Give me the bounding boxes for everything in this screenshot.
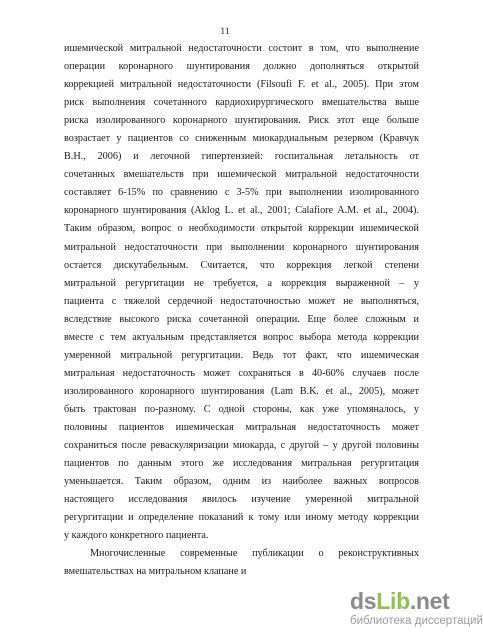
text-line: у каждого конкретного пациента. (64, 530, 209, 542)
text-line: риска изолированного коронарного шунтирования. Риск этот еще больше (64, 115, 419, 127)
text-line: митральной недостаточности при выполнении коронарного шунтирования (64, 241, 419, 253)
text-line: умеренной митральной регургитации. Ведь тот факт, что ишемическая (64, 349, 419, 361)
text-line: остается дискутабельным. Считается, что коррекция легкой степени (64, 259, 419, 271)
text-line: В.Н., 2006) и легочной гипертензией: госпитальная летальность от (64, 151, 419, 163)
text-line: сочетанных вмешательств при ишемической митральной недостаточности (64, 169, 419, 181)
text-line: митральная недостаточность может сохраняться в 40-60% случаев после (64, 367, 419, 379)
text-line: изолированного коронарного шунтирования (Lam B.K. et al., 2005), может (64, 385, 419, 397)
text-line: Многочисленные современные публикации о реконструктивных (90, 548, 419, 560)
text-line: возрастает у пациентов со сниженным миокардиальным резервом (Кравчук (64, 133, 419, 145)
watermark (258, 574, 483, 636)
logo-net: .net (409, 588, 450, 614)
text-line: половины пациентов ишемическая митральная недостаточность может (64, 421, 419, 433)
dslib-logo (350, 588, 450, 615)
text-line: митральной регургитации не требуется, а коррекция выраженной – у (64, 277, 419, 289)
text-line: коррекцией митральной недостаточности (Filsoufi F. et al., 2005). При этом (64, 79, 419, 91)
text-line: Таким образом, вопрос о необходимости открытой коррекции ишемической (64, 223, 419, 235)
body-text (64, 40, 419, 581)
logo-lib: Lib (376, 588, 410, 614)
text-line: настоящего исследования явилось изучение умеренной митральной (64, 494, 419, 506)
text-line: быть трактован по-разному. С одной стороны, как уже упомяналось, у (64, 403, 419, 415)
watermark-caption: библиотека диссертаций (350, 615, 483, 627)
text-line: операции коронарного шунтирования должно дополняться открытой (64, 61, 419, 73)
text-line: пациентов по данным этого же исследования митральная регургитация (64, 458, 419, 470)
text-line: уменьшается. Таким образом, одним из наиболее важных вопросов (64, 476, 419, 488)
text-line: коронарного шунтирования (Aklog L. et al., 2001; Calafiore A.M. et al., 2004). (64, 205, 419, 217)
text-line: сохраниться после реваскуляризации миокарда, с другой – у другой половины (64, 440, 419, 452)
text-line: риск выполнения сочетанного кардиохирургического вмешательства выше (64, 97, 419, 109)
text-line: регургитации и определение показаний к тому или иному методу коррекции (64, 512, 419, 524)
text-line: ишемической митральной недостаточности состоит в том, что выполнение (64, 43, 419, 54)
page-number: 11 (220, 27, 230, 37)
text-line: пациента с тяжелой сердечной недостаточностью может не выполняться, (64, 295, 419, 307)
text-line: вместе с тем актуальным представляется вопрос выбора метода коррекции (64, 331, 419, 343)
text-line: вследствие высокого риска сочетанной операции. Еще более сложным и (64, 313, 419, 325)
text-line: вмешательствах на митральном клапане и (64, 566, 247, 578)
text-line: составляет 6-15% по сравнению с 3-5% при выполнении изолированного (64, 187, 419, 199)
logo-ds: ds (350, 588, 377, 614)
